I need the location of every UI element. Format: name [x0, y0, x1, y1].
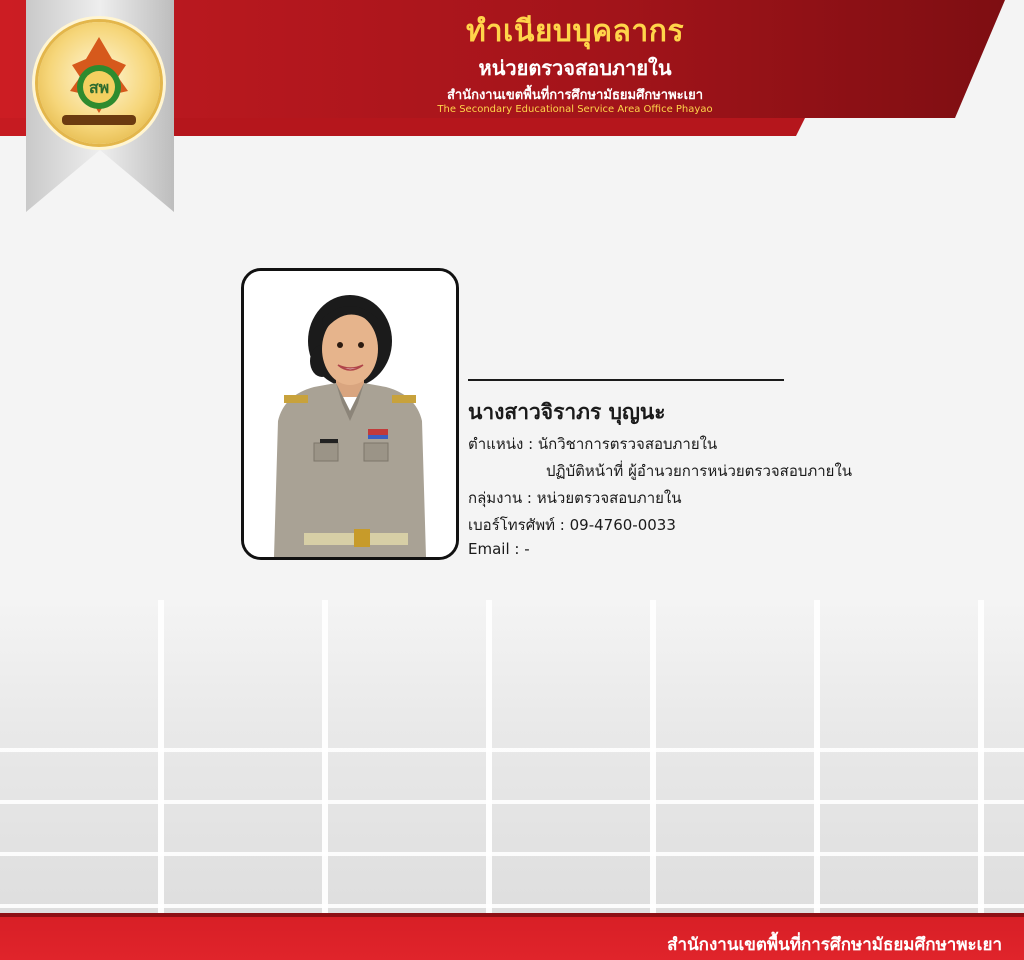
position-line: ตำแหน่ง : นักวิชาการตรวจสอบภายใน [468, 435, 718, 453]
background-floor-lines [0, 700, 1024, 915]
acting-position-line: ปฏิบัติหน้าที่ ผู้อำนวยการหน่วยตรวจสอบภายใน [546, 462, 853, 480]
person-name: นางสาวจิราภร บุญนะ [468, 400, 666, 424]
unit-subtitle: หน่วยตรวจสอบภายใน [478, 56, 672, 80]
person-photo [241, 268, 459, 560]
footer-office-name: สำนักงานเขตพื้นที่การศึกษามัธยมศึกษาพะเยา [667, 935, 1002, 955]
email-line: Email : - [468, 540, 530, 558]
office-name-th: สำนักงานเขตพื้นที่การศึกษามัธยมศึกษาพะเยา [446, 88, 704, 103]
name-divider [468, 379, 784, 381]
phone-line: เบอร์โทรศัพท์ : 09-4760-0033 [468, 516, 676, 534]
footer-bar [0, 913, 1024, 960]
page-title: ทำเนียบบุคลากร [465, 14, 685, 49]
office-emblem-icon [38, 22, 160, 144]
svg-text:สพ: สพ [88, 78, 110, 97]
office-name-en: The Secondary Educational Service Area Office Phayao [437, 104, 713, 115]
work-group-line: กลุ่มงาน : หน่วยตรวจสอบภายใน [468, 489, 682, 507]
